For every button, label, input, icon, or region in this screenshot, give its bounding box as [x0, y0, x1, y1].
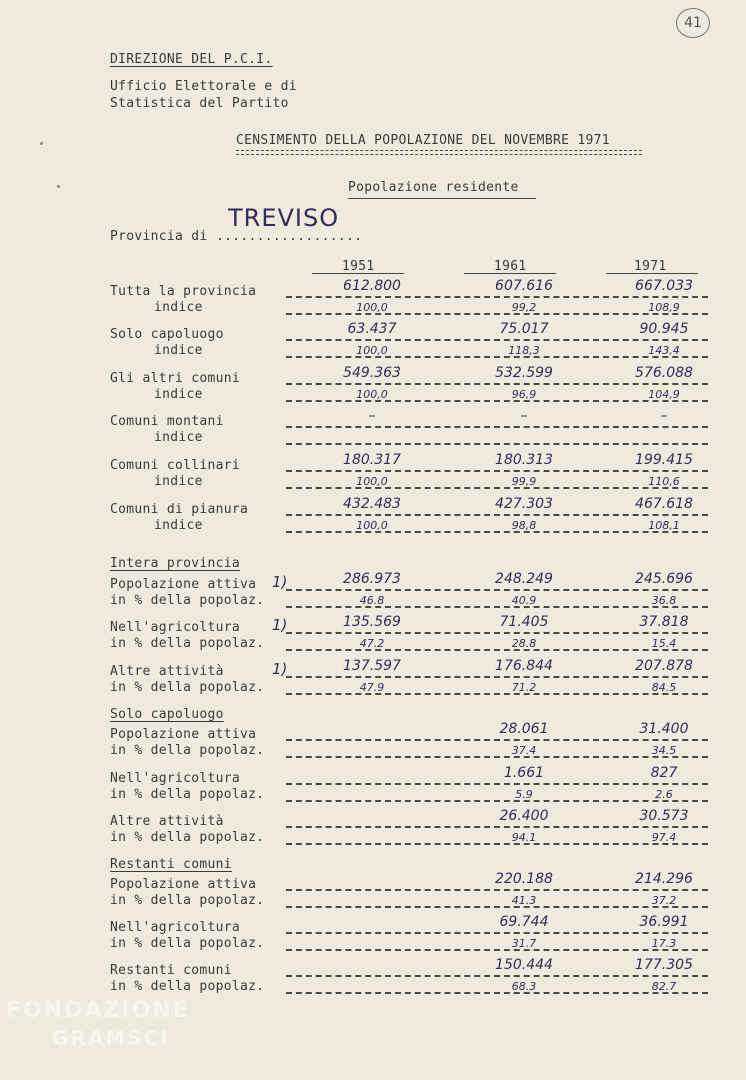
dashed-leader — [286, 783, 708, 785]
dashed-leader — [286, 296, 708, 298]
value-cell: – — [368, 408, 376, 424]
percent-cell: 5.9 — [515, 788, 533, 801]
office-line-2: Statistica del Partito — [110, 96, 289, 111]
watermark-line-2: GRAMSCI — [52, 1026, 170, 1050]
row-label: Altre attività — [110, 664, 224, 679]
watermark-line-1: FONDAZIONE — [6, 998, 190, 1023]
document-title: CENSIMENTO DELLA POPOLAZIONE DEL NOVEMBRE 1971 — [236, 133, 610, 148]
percent-cell: 100,0 — [356, 344, 388, 357]
percent-cell: 100,0 — [356, 301, 388, 314]
year-header-1961: 1961 — [494, 259, 527, 274]
row-sublabel: indice — [154, 300, 203, 315]
paper-speck — [57, 185, 60, 188]
value-cell: 75.017 — [499, 321, 549, 337]
value-cell: 63.437 — [347, 321, 397, 337]
row-label: Popolazione attiva — [110, 577, 257, 592]
value-cell: 177.305 — [635, 957, 693, 973]
row-label: Comuni collinari — [110, 458, 241, 473]
section-title: Intera provincia — [110, 556, 241, 571]
office-line-1: Ufficio Elettorale e di — [110, 79, 297, 94]
value-cell: 176.844 — [495, 658, 553, 674]
percent-cell: 47.2 — [359, 637, 385, 650]
province-name-handwritten: TREVISO — [228, 204, 340, 232]
percent-cell: 94.1 — [511, 831, 537, 844]
value-cell: 612.800 — [343, 278, 401, 294]
percent-cell: 96,9 — [511, 388, 537, 401]
dashed-leader — [286, 470, 708, 472]
percent-cell: 37.2 — [651, 894, 677, 907]
year-underline-1951 — [312, 273, 404, 274]
row-label: Comuni di pianura — [110, 502, 249, 517]
province-label: Provincia di — [110, 229, 208, 244]
row-sublabel: in % della popolaz. — [110, 787, 265, 802]
dashed-leader — [286, 589, 708, 591]
percent-cell: 82.7 — [651, 980, 677, 993]
row-label: Gli altri comuni — [110, 371, 241, 386]
percent-cell: 108,1 — [648, 519, 680, 532]
percent-cell: 110,6 — [648, 475, 680, 488]
percent-cell: 40.9 — [511, 594, 537, 607]
value-cell: 214.296 — [635, 871, 693, 887]
value-cell: 199.415 — [635, 452, 693, 468]
row-label: Nell'agricoltura — [110, 771, 241, 786]
row-sublabel: indice — [154, 430, 203, 445]
value-cell: 137.597 — [343, 658, 401, 674]
value-cell: 150.444 — [495, 957, 553, 973]
percent-cell: 41.3 — [511, 894, 537, 907]
value-cell: 432.483 — [343, 496, 401, 512]
dashed-leader — [286, 739, 708, 741]
percent-cell: 47.9 — [359, 681, 385, 694]
value-cell: 26.400 — [499, 808, 549, 824]
value-cell: 245.696 — [635, 571, 693, 587]
value-cell: 607.616 — [495, 278, 553, 294]
row-sublabel: in % della popolaz. — [110, 636, 265, 651]
row-label: Solo capoluogo — [110, 327, 224, 342]
percent-cell: 37.4 — [511, 744, 537, 757]
dashed-leader — [286, 932, 708, 934]
value-cell: 532.599 — [495, 365, 553, 381]
page-number: 41 — [676, 8, 710, 38]
dashed-leader — [286, 676, 708, 678]
percent-cell: 104,9 — [648, 388, 680, 401]
percent-cell: 98,8 — [511, 519, 537, 532]
value-cell: 220.188 — [495, 871, 553, 887]
dashed-leader — [286, 383, 708, 385]
value-cell: 135.569 — [343, 614, 401, 630]
footnote-mark: 1) — [272, 616, 288, 634]
dashed-leader — [286, 426, 708, 428]
row-sublabel: indice — [154, 343, 203, 358]
row-label: Altre attività — [110, 814, 224, 829]
percent-cell: 71.2 — [511, 681, 537, 694]
percent-cell: 100,0 — [356, 475, 388, 488]
dashed-leader — [286, 889, 708, 891]
value-cell: 667.033 — [635, 278, 693, 294]
row-sublabel: in % della popolaz. — [110, 593, 265, 608]
value-cell: 90.945 — [639, 321, 689, 337]
section-title: Solo capoluogo — [110, 707, 224, 722]
row-sublabel: indice — [154, 474, 203, 489]
percent-cell: 100,0 — [356, 388, 388, 401]
value-cell: 427.303 — [495, 496, 553, 512]
footnote-mark: 1) — [272, 573, 288, 591]
value-cell: 30.573 — [639, 808, 689, 824]
row-label: Restanti comuni — [110, 963, 232, 978]
row-label: Popolazione attiva — [110, 877, 257, 892]
year-underline-1961 — [464, 273, 556, 274]
percent-cell: 36.8 — [651, 594, 677, 607]
dashed-leader — [286, 632, 708, 634]
row-sublabel: in % della popolaz. — [110, 743, 265, 758]
title-double-underline — [236, 150, 642, 155]
row-label: Comuni montani — [110, 414, 224, 429]
document-subtitle: Popolazione residente — [348, 180, 519, 195]
percent-cell: 84.5 — [651, 681, 677, 694]
section-title: Restanti comuni — [110, 857, 232, 872]
value-cell: 37.818 — [639, 614, 689, 630]
footnote-mark: 1) — [272, 660, 288, 678]
value-cell: 207.878 — [635, 658, 693, 674]
row-label: Nell'agricoltura — [110, 620, 241, 635]
org-heading: DIREZIONE DEL P.C.I. — [110, 52, 273, 67]
dashed-leader — [286, 514, 708, 516]
year-header-1951: 1951 — [342, 259, 375, 274]
percent-cell: 2.6 — [655, 788, 673, 801]
dashed-leader — [286, 443, 708, 445]
row-label: Popolazione attiva — [110, 727, 257, 742]
subtitle-underline — [348, 198, 536, 199]
percent-cell: 143,4 — [648, 344, 680, 357]
value-cell: 69.744 — [499, 914, 549, 930]
value-cell: 467.618 — [635, 496, 693, 512]
percent-cell: 97.4 — [651, 831, 677, 844]
value-cell: 31.400 — [639, 721, 689, 737]
value-cell: 549.363 — [343, 365, 401, 381]
value-cell: 71.405 — [499, 614, 549, 630]
percent-cell: 108,9 — [648, 301, 680, 314]
percent-cell: 28.8 — [511, 637, 537, 650]
row-label: Nell'agricoltura — [110, 920, 241, 935]
percent-cell: 99,9 — [511, 475, 537, 488]
value-cell: 827 — [650, 765, 678, 781]
dashed-leader — [286, 826, 708, 828]
dashed-leader — [286, 339, 708, 341]
year-header-1971: 1971 — [634, 259, 667, 274]
percent-cell: 118,3 — [508, 344, 540, 357]
value-cell: 286.973 — [343, 571, 401, 587]
row-sublabel: in % della popolaz. — [110, 830, 265, 845]
percent-cell: 17.3 — [651, 937, 677, 950]
value-cell: 36.991 — [639, 914, 689, 930]
year-underline-1971 — [606, 273, 698, 274]
value-cell: – — [660, 408, 668, 424]
row-sublabel: in % della popolaz. — [110, 893, 265, 908]
value-cell: 248.249 — [495, 571, 553, 587]
row-sublabel: indice — [154, 387, 203, 402]
row-sublabel: in % della popolaz. — [110, 680, 265, 695]
row-sublabel: in % della popolaz. — [110, 979, 265, 994]
row-sublabel: in % della popolaz. — [110, 936, 265, 951]
paper-speck — [40, 142, 43, 145]
value-cell: 180.317 — [343, 452, 401, 468]
province-dots: .................. — [216, 229, 363, 244]
value-cell: 180.313 — [495, 452, 553, 468]
dashed-leader — [286, 975, 708, 977]
percent-cell: 15.4 — [651, 637, 677, 650]
value-cell: 1.661 — [503, 765, 545, 781]
percent-cell: 34.5 — [651, 744, 677, 757]
row-sublabel: indice — [154, 518, 203, 533]
value-cell: – — [520, 408, 528, 424]
percent-cell: 46.8 — [359, 594, 385, 607]
value-cell: 28.061 — [499, 721, 549, 737]
percent-cell: 68.3 — [511, 980, 537, 993]
percent-cell: 99,2 — [511, 301, 537, 314]
percent-cell: 31.7 — [511, 937, 537, 950]
percent-cell: 100,0 — [356, 519, 388, 532]
value-cell: 576.088 — [635, 365, 693, 381]
row-label: Tutta la provincia — [110, 284, 257, 299]
